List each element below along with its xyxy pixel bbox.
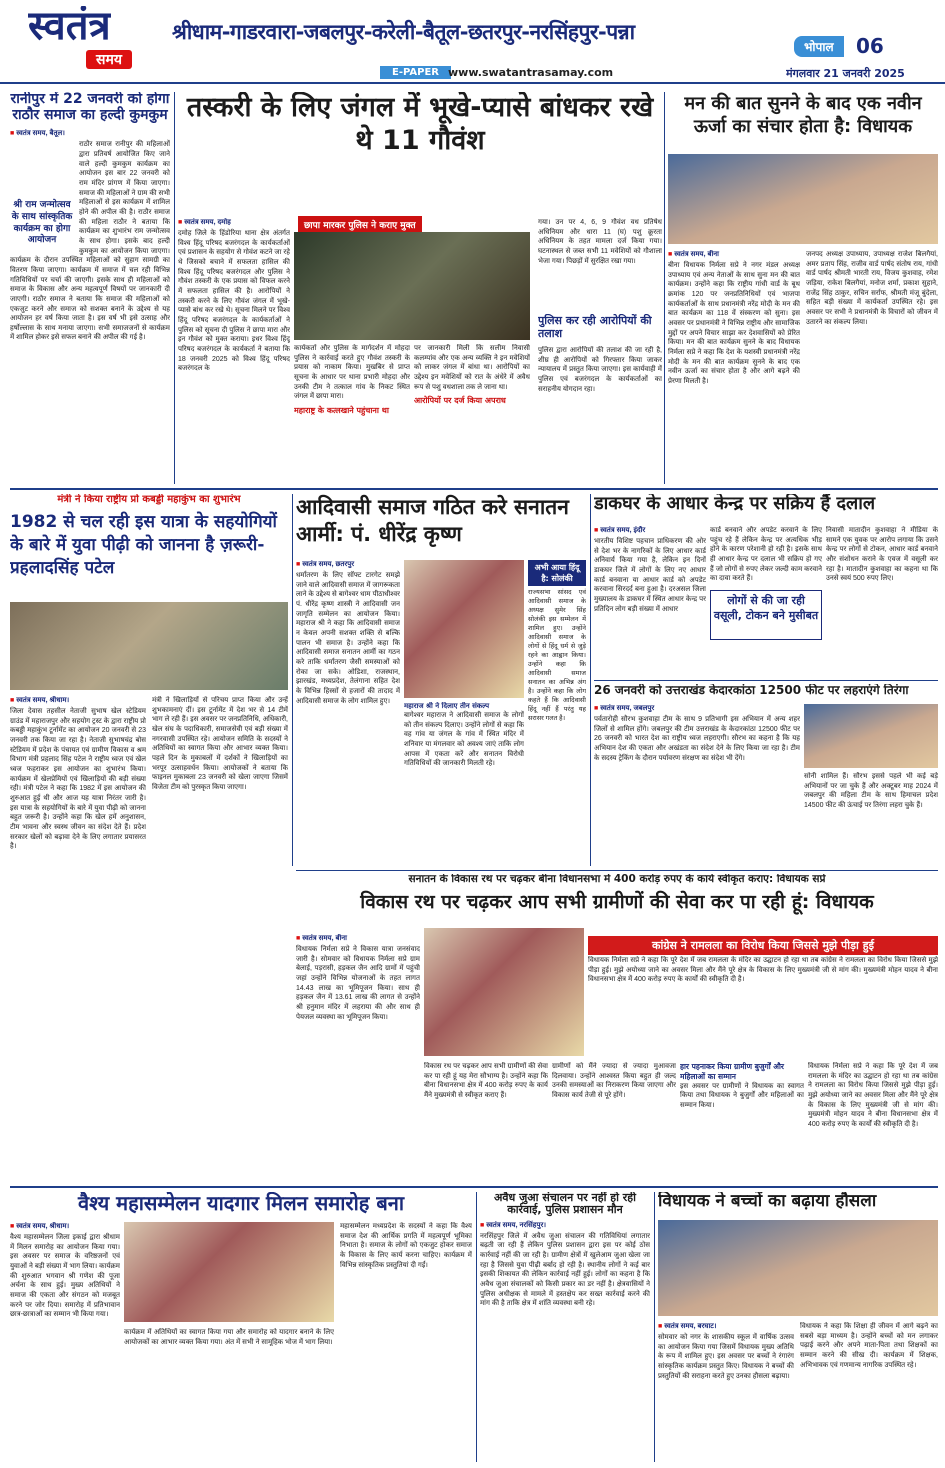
- news-photo: [668, 154, 938, 244]
- section-divider: [296, 870, 938, 871]
- byline: ■ स्वतंत्र समय, श्रीधाम।: [10, 1222, 120, 1231]
- column-divider: [292, 494, 293, 866]
- article-col-3: निवासी मातादीन कुशवाहा ने मीडिया के सामने एक युवक पर आरोप लगाया कि उसने केन्द्र पर लोगों से टोकन, आधार कार्ड बनवाने और संशोधन कराने के एवज में वसूली कर रहा है। मातादीन कुशवाहा का कहना था कि उनसे स्वयं 500 रुपए लिए।: [826, 527, 938, 583]
- news-photo: [10, 602, 288, 690]
- section-divider: [10, 488, 938, 490]
- news-photo: [404, 560, 524, 698]
- website-link[interactable]: www.swatantrasamay.com: [448, 66, 614, 79]
- byline: ■ स्वतंत्र समय, दमोह: [178, 218, 290, 227]
- article-gambling[interactable]: [480, 1192, 650, 1462]
- column-divider: [590, 494, 591, 866]
- article-col-5: हार पहनाकर किया ग्रामीण बुजुर्गों और महिलाओं का सम्मान इस अवसर पर ग्रामीणों ने विधायक का स्वागत किया तथा विधायक ने बुजुर्गों और महिलाओं का सम्मान किया।: [680, 1062, 804, 1109]
- news-photo: [124, 1222, 334, 1322]
- kicker: मंत्री ने किया राष्ट्रीय प्रो कबड्डी महाकुंभ का शुभारंभ: [57, 494, 241, 505]
- byline: ■ स्वतंत्र समय, श्रीधाम।: [10, 696, 146, 705]
- article-col-2: कार्यकर्ता और पुलिस के मार्गदर्शन में मोहदा पुलिस ने कार्रवाई करते हुए गौवंश तस्करी के प्रयास को नाकाम किया। मुखबिर से प्राप्त सूचना के आधार पर थाना प्रभारी मोहदा और उनकी टीम ने तत्काल गांव के निकट स्थित जंगल में छापा मारा। महाराष्ट्र के कत्लखाने पहुंचाना था: [294, 345, 410, 415]
- article-col-1: ■ स्वतंत्र समय, बीना विधायक निर्मला सप्रे ने विकास यात्रा जनसंवाद जारी है। सोमवार को विधायक निर्मला सप्रे ग्राम बेलाई, पड़रासी, हड़कल जैन आदि ग्रामों में पहुंची जहां उन्होंने विभिन्न योजनाओं के तहत लागत 14.43 लाख का भूमिपूजन किया। साथ ही हड़कल जैन में 13.61 लाख की लागत से उन्होंने श्री हनुमान मंदिर में लहराया की और साथ ही पेयजल व्यवस्था का भूमिपूजन किया।: [296, 934, 420, 1182]
- red-banner: कांग्रेस ने रामलला का विरोध किया जिससे मुझे पीड़ा हुई: [588, 936, 938, 955]
- article-col-3: पर जानकारी मिली कि सलीम निवासी कलम्पांव और एक अन्य व्यक्ति ने इन मवेशियों को लाकर जंगल में बांधा था। आरोपियों का उद्देश्य इन मवेशियों को रात के अंधेरे में अवैध रूप से पशु वधशाला तक ले जाना था। आरोपियों पर दर्ज किया अपराध: [414, 345, 530, 406]
- article-kabaddi[interactable]: [10, 494, 288, 1182]
- article-cow-smuggling[interactable]: [178, 92, 662, 484]
- article-col-1: ■ स्वतंत्र समय, दमोह दमोह जिले के हिंडोरिया थाना क्षेत्र अंतर्गत विश्व हिंदू परिषद बजरंगदल के कार्यकर्ताओं एवं प्रशासन के सहयोग से गोवंश कटने जा रहे थे जिसको बचाने में सफलता हासिल की विश्व हिंदू परिषद बजरंगदल और पुलिस ने गौवंश तस्करी के एक प्रयास को विफल करने में सफलता हासिल की है। आरोपियों ने तस्करी करने के लिए गौवंश जंगल में भूखे-प्यासे बांध कर रखे थे। सूचना मिलने पर विश्व हिंदू परिषद बजरंगदल के कार्यकर्ताओं ने पुलिस को सूचना दी पुलिस ने छापा मारा और इन गौवंश को मुक्त कराया। इधर विश्व हिंदू परिषद बजरंगदल के कार्यकर्ता ने बताया कि 18 जनवरी 2025 को विश्व हिंदू परिषद बजरंगदल के: [178, 218, 290, 484]
- city-tag: भोपाल: [794, 36, 844, 57]
- sidebar-quote: अभी आया हिंदू है: सोलंकी राज्यसभा सांसद एवं आदिवासी समाज के अध्यक्ष सुमेर सिंह सोलंकी इस सम्मेलन में शामिल हुए। उन्होंने आदिवासी समाज के लोगों से हिंदू धर्म से जुड़े रहने का आह्वान किया। उन्होंने कहा कि आदिवासी समाज सनातन का अभिन्न अंग है। उन्होंने कहा कि लोग कहते हैं कि आदिवासी हिंदू नहीं हैं परंतु यह सरासर गलत है।: [528, 560, 586, 866]
- article-headline: डाकघर के आधार केन्द्र पर सक्रिय हैं दलाल: [594, 494, 876, 514]
- article-adivasi[interactable]: [296, 494, 586, 866]
- article-col-1: ■ स्वतंत्र समय, छतरपुर धर्मांतरण के लिए सॉफ्ट टारगेट समझे जाने वाले आदिवासी समाज में जागरूकता लाने के उद्देश्य से बागेश्वर धाम पीठाधीश्वर पं. धीरेंद्र कृष्ण शास्त्री ने आदिवासी जन जागृति सम्मेलन का आयोजन किया। महाराज श्री ने कहा कि आदिवासी समाज न केवल अपनी सशक्त शक्ति से बल्कि पालन भी समाज है। उन्होंने कहा कि आदिवासी समाज सनातन आर्मी का गठन करे ताकि धर्मांतरण जैसी समस्याओं को रोका जा सके। ओडिशा, राजस्थान, झारखंड, मध्यप्रदेश, तेलंगाना सहित देश के विभिन्न हिस्सों से हजारों की तादाद में आदिवासी समाज के लोग शामिल हुए।: [296, 560, 400, 866]
- article-col-2: महाराज श्री ने दिलाए तीन संकल्प बागेश्वर महाराज ने आदिवासी समाज के लोगों को तीन संकल्प दिलाए। उन्होंने लोगों से कहा कि वह गांव या जंगल के गांव में स्थित मंदिर में शनिवार या मंगलवार को अवश्य जाएं ताकि लोग आपस में एकता करें और सनातन विरोधी गतिविधियों की जानकारी मिलती रहे।: [404, 702, 524, 768]
- news-photo: [658, 1220, 938, 1316]
- subheading: पुलिस कर रही आरोपियों की तलाश: [538, 314, 652, 341]
- newspaper-logo-sub: समय: [86, 50, 132, 69]
- article-col-6: विधायक निर्मला सप्रे ने कहा कि पूरे देश में जब रामलला के मंदिर का उद्घाटन हो रहा था तब कांग्रेस ने रामलला का विरोध किया जिससे मुझे पीड़ा हुई। मुझे अयोध्या जाने का अवसर मिला और मैंने पूरे क्षेत्र के विकास के लिए मुख्यमंत्री जी से मांग की। मुख्यमंत्री मोहन यादव ने बीना विधानसभा क्षेत्र में 400 करोड़ रुपए के कार्यों की स्वीकृति दी है।: [808, 1063, 938, 1128]
- article-col-1: ■ स्वतंत्र समय, जबलपुर पर्वतारोही सौरभ कुशवाहा टीम के साथ 9 प्रतिभागी इस अभियान में अन्य शहर जिलों से शामिल होंगे। जबलपुर की टीम उत्तराखंड के केदारकांठा 12500 फीट पर 26 जनवरी को भारत देश का राष्ट्रीय ध्वज लहराएगी। सौरभ का कहना है कि यह अभियान देश की एकता और अखंडता का संदेश देने के लिए किया जा रहा है। टीम के सदस्य ट्रेकिंग के दौरान पर्यावरण संरक्षण का संदेश भी देंगे।: [594, 704, 800, 866]
- article-body: ■ स्वतंत्र समय, नरसिंहपुर। नरसिंहपुर जिले में अवैध जुआ संचालन की गतिविधियां लगातार बढ़ती जा रही हैं लेकिन पुलिस प्रशासन द्वारा इस पर कोई ठोस कार्रवाई नहीं की जा रही है। ग्रामीण क्षेत्रों में खुलेआम जुआ खेला जा रहा है जिससे युवा पीढ़ी बर्बाद हो रही है। स्थानीय लोगों ने कई बार इसकी शिकायत की लेकिन कार्रवाई नहीं हुई। लोगों का कहना है कि अवैध जुआ संचालकों को किसी प्रकार का डर नहीं है। क्षेत्रवासियों ने पुलिस अधीक्षक से मामले में हस्तक्षेप कर सख्त कार्रवाई करने की मांग की है ताकि क्षेत्र में शांति व्यवस्था बनी रहे।: [480, 1221, 650, 1309]
- article-vikas-rath[interactable]: [296, 874, 938, 1182]
- article-body: ■ स्वतंत्र समय, बैतूल। श्री राम जन्मोत्सव के साथ सांस्कृतिक कार्यक्रम का होगा आयोजन राठौर समाज रानीपुर की महिलाओं द्वारा प्रतिवर्ष आयोजित किए जाने वाले हल्दी कुमकुम कार्यक्रम का आयोजन इस बार 22 जनवरी को राम मंदिर प्रांगण में किया जाएगा। समाज की महिलाओं ने ग्राम की सभी महिलाओं से इस कार्यक्रम में शामिल होने की अपील की है। राठौर समाज की महिला राठौर ने बताया कि कार्यक्रम का शुभारंभ राम जन्मोत्सव के साथ होगा। इसके बाद हल्दी कुमकुम का आयोजन किया जाएगा। कार्यक्रम के दौरान उपस्थित महिलाओं को सुहाग सामग्री का वितरण किया जाएगा। कार्यक्रम में समाज में चल रही विभिन्न गतिविधियों पर चर्चा की जाएगी। इसके साथ ही महिलाओं को समाज के विकास और अन्य महत्वपूर्ण विषयों पर जानकारी दी जाएगी। राठौर समाज ने बताया कि समाज की महिलाओं को एकजुट करने और समाज को सशक्त बनाने के उद्देश्य से यह आयोजन हर वर्ष किया जाता है। इस वर्ष भी इसे उत्साह और हर्षोल्लास के साथ मनाया जाएगा। सभी समाजजनों से कार्यक्रम में शामिल होकर इसे सफल बनाने की अपील की गई है।: [10, 129, 170, 343]
- article-col-2: विधायक ने कहा कि शिक्षा ही जीवन में आगे बढ़ने का सबसे बड़ा माध्यम है। उन्होंने बच्चों को मन लगाकर पढ़ाई करने और अपने माता-पिता तथा शिक्षकों का सम्मान करने की सीख दी। कार्यक्रम में शिक्षक, अभिभावक एवं गणमान्य नागरिक उपस्थित रहे।: [800, 1323, 938, 1369]
- article-col-5: पुलिस द्वारा आरोपियों की तलाश की जा रही है, शीघ्र ही आरोपियों को गिरफ्तार किया जाकर न्यायालय में प्रस्तुत किया जाएगा। इस कार्यवाही में पुलिस एवं बजरंगदल के कार्यकर्ताओं का सराहनीय योगदान रहा।: [538, 347, 662, 393]
- article-col-2: मंत्री ने खिलाड़ियों से परिचय प्राप्त किया और उन्हें शुभकामनाएं दीं। इस टूर्नामेंट में देश भर से 14 टीमें भाग ले रही हैं। इस अवसर पर जनप्रतिनिधि, अधिकारी, खेल संघ के पदाधिकारी, समाजसेवी एवं बड़ी संख्या में नगरवासी उपस्थित रहे। आयोजन समिति के सदस्यों ने अतिथियों का स्वागत किया और आभार व्यक्त किया। पहले दिन के मुकाबलों में दर्शकों ने खिलाड़ियों का भरपूर उत्साहवर्धन किया। आयोजकों ने बताया कि फाइनल मुकाबला 23 जनवरी को खेला जाएगा जिसमें विजेता टीम को पुरस्कृत किया जाएगा।: [152, 697, 288, 791]
- article-headline: 26 जनवरी को उत्तराखंड केदारकांठा 12500 फीट पर लहराएंगे तिरंगा: [594, 684, 909, 697]
- column-divider: [174, 92, 175, 484]
- article-col-2: जनपद अध्यक्ष उपाध्याय, उपाध्यक्ष राजेश बिलगैयां, अमर प्रताप सिंह, राजीव वार्ड पार्षद संतोष राय, गांधी वार्ड पार्षद श्रीमती भारती राय, विजय कुशवाह, रमेश जड़िया, राकेश बिलगैयां, मनोज शर्मा, प्रकाश सुहाने, राजेंद्र सिंह ठाकुर, सचिन सर्राफ, श्रीमती मंजू बुंदेला, सहित बड़ी संख्या में कार्यकर्ता उपस्थित रहे। इस अवसर पर सभी ने प्रधानमंत्री के विचारों को जीवन में उतारने का संकल्प लिया।: [806, 251, 938, 326]
- article-students[interactable]: [658, 1192, 938, 1462]
- news-photo: [294, 232, 530, 340]
- edition-cities: श्रीधाम-गाडरवारा-जबलपुर-करेली-बैतूल-छतरपुर-नरसिंहपुर-पन्ना: [172, 20, 635, 44]
- byline: ■ स्वतंत्र समय, बीना: [296, 934, 420, 943]
- article-headline: मन की बात सुनने के बाद एक नवीन ऊर्जा का संचार होता है: विधायक: [684, 93, 922, 138]
- article-headline: अवैध जुआ संचालन पर नहीं हो रही कार्रवाई, पुलिस प्रशासन मौन: [494, 1192, 636, 1217]
- page-number: 06: [856, 34, 884, 58]
- byline: ■ स्वतंत्र समय, जबलपुर: [594, 704, 800, 713]
- article-col-2: सोनी शामिल हैं। सौरभ इससे पहले भी कई बड़े अभियानों पर जा चुके हैं और अक्टूबर माह 2024 में जबलपुर की महिला टीम के साथ हिमाचल प्रदेश 14500 फीट की ऊंचाई पर तिरंगा लहरा चुके हैं।: [804, 773, 938, 809]
- article-col-1: ■ स्वतंत्र समय, इंदौर भारतीय विशिष्ट पहचान प्राधिकरण की ओर से देश भर के नागरिकों के लिए आधार कार्ड अनिवार्य किया गया है, लेकिन इन दिनों डाकघर जिले में लोगों के लिए नए आधार कार्ड बनवाना या आधार कार्ड को अपडेट करवाना सिरदर्द बना हुआ है। दरअसल जिला मुख्यालय के डाकघर में स्थित आधार केन्द्र पर प्रतिदिन लोग बड़ी संख्या में आधार: [594, 526, 706, 676]
- article-headline: तस्करी के लिए जंगल में भूखे-प्यासे बांधकर रखे थे 11 गौवंश: [186, 92, 654, 156]
- article-col-1: ■ स्वतंत्र समय, बीना बीना विधायक निर्मला सप्रे ने नगर मंडल अध्यक्ष उपाध्याय एवं अन्य नेताओं के साथ सुना मन की बात कार्यक्रम। उन्होंने कहा कि राष्ट्रीय गांधी वार्ड के बूथ क्रमांक 120 पर जनप्रतिनिधियों एवं भाजपा कार्यकर्ताओं के साथ प्रधानमंत्री नरेंद्र मोदी के मन की बात कार्यक्रम का 118 वें संस्करण को सुना। इस अवसर पर प्रधानमंत्री ने विभिन्न राष्ट्रीय और सामाजिक मुद्दों पर अपने विचार साझा कर देशवासियों को प्रेरित किया। मन की बात कार्यक्रम सुनने के बाद विधायक निर्मला सप्रे ने कहा कि देश के यशस्वी प्रधानमंत्री नरेंद्र मोदी के मन की बात कार्यक्रम सुनने के बाद एक नवीन ऊर्जा का संचार होता है और आगे बढ़ने की प्रेरणा मिलती है।: [668, 250, 800, 484]
- article-headline: आदिवासी समाज गठित करे सनातन आर्मी: पं. धीरेंद्र कृष्ण: [296, 495, 569, 547]
- photo-caption: छापा मारकर पुलिस ने कराए मुक्त: [298, 216, 422, 233]
- byline: ■ स्वतंत्र समय, नरसिंहपुर।: [480, 1221, 650, 1230]
- section-divider: [594, 680, 938, 681]
- kicker: सनातन के विकास रथ पर चढ़कर बीना विधानसभा में 400 करोड़ रुपए के कार्य स्वीकृत कराए: विधायक सप्रे: [408, 874, 826, 885]
- article-kedarkantha[interactable]: [594, 684, 938, 866]
- pull-quote: श्री राम जन्मोत्सव के साथ सांस्कृतिक कार्यक्रम का होगा आयोजन: [11, 200, 73, 246]
- byline: ■ स्वतंत्र समय, बरघाट।: [658, 1322, 794, 1331]
- column-divider: [654, 1192, 655, 1462]
- highlight-box: लोगों से की जा रही वसूली, टोकन बने मुसीबत: [710, 590, 822, 640]
- article-mann-ki-baat[interactable]: [668, 92, 938, 484]
- newspaper-logo[interactable]: स्वतंत्र: [28, 6, 111, 46]
- article-post-office[interactable]: [594, 494, 938, 676]
- article-headline: रानीपुर में 22 जनवरी को होगा राठौर समाज का हल्दी कुमकुम: [10, 92, 170, 123]
- issue-date: मंगलवार 21 जनवरी 2025: [786, 67, 905, 80]
- news-photo: [804, 704, 938, 768]
- epaper-badge: E-PAPER: [380, 66, 451, 79]
- article-col-4: गया। उन पर 4, 6, 9 गौवंश वध प्रतिषेध अधिनियम और धारा 11 (घ) पशु क्रूरता अधिनियम के तहत मामला दर्ज किया गया। घटनास्थल से जब्त सभी 11 मवेशियों को गौशाला भेजा गया। पिछड़ों में सुरक्षित रखा गया।: [538, 219, 662, 265]
- article-headline: विधायक ने बच्चों का बढ़ाया हौसला: [658, 1192, 877, 1211]
- article-col-1: ■ स्वतंत्र समय, श्रीधाम। जिला देवास तहसील नेताजी सुभाष खेल स्टेडियम ग्राउंड में महाराजपुर और सहयोग ट्रस्ट के द्वारा राष्ट्रीय प्रो कबड्डी महाकुंभ टूर्नामेंट का आयोजन 20 जनवरी से 23 जनवरी तक किया जा रहा है। नेताजी सुभाषचंद्र बोस स्टेडियम में प्रदेश के पंचायत एवं ग्रामीण विकास व श्रम विभाग मंत्री प्रहलाद सिंह पटेल ने राष्ट्रीय ध्वज एवं खेल ध्वज फहराकर इस आयोजन का शुभारंभ किया। कार्यक्रम में खेलप्रेमियों एवं खिलाड़ियों की बड़ी संख्या रही। मंत्री पटेल ने कहा कि 1982 में इस आयोजन की शुरुआत हुई थी और आज यह यात्रा निरंतर जारी है। इस यात्रा के सहयोगियों के बारे में युवा पीढ़ी को जानना बहुत जरूरी है। उन्होंने कहा कि खेल हमें अनुशासन, टीम भावना और स्वस्थ जीवन का संदेश देते हैं। प्रदेश सरकार खेलों को बढ़ावा देने के लिए लगातार प्रयासरत है।: [10, 696, 146, 1182]
- section-divider: [10, 1186, 938, 1188]
- news-photo: [424, 928, 584, 1056]
- byline: ■ स्वतंत्र समय, बीना: [668, 250, 800, 259]
- byline: ■ स्वतंत्र समय, इंदौर: [594, 526, 706, 535]
- column-divider: [476, 1192, 477, 1462]
- byline: ■ स्वतंत्र समय, बैतूल।: [10, 129, 170, 138]
- article-col-2: कार्यक्रम में अतिथियों का स्वागत किया गया और समारोह को यादगार बनाने के लिए आयोजकों का आभार व्यक्त किया गया। अंत में सभी ने सामूहिक भोज में भाग लिया।: [124, 1329, 334, 1346]
- article-headline: विकास रथ पर चढ़कर आप सभी ग्रामीणों की सेवा कर पा रही हूं: विधायक: [360, 890, 874, 913]
- article-col-2: कार्ड बनवाने और अपडेट करवाने के लिए पहुंच रहे हैं लेकिन केन्द्र पर अत्यधिक भीड़ होने के कारण परेशानी हो रही है। इसके साथ ही आधार केन्द्र पर दलाल भी सक्रिय हो गए हैं जो लोगों से रुपए लेकर जल्दी काम करवाने का दावा करते हैं।: [710, 527, 822, 583]
- article-col-4: विधायक निर्मला सप्रे ने कहा कि पूरे देश में जब रामलला के मंदिर का उद्घाटन हो रहा था तब कांग्रेस ने रामलला का विरोध किया जिससे मुझे पीड़ा हुई। मुझे अयोध्या जाने का अवसर मिला और मैंने पूरे क्षेत्र के विकास के लिए मुख्यमंत्री जी से मांग की। मुख्यमंत्री मोहन यादव ने बीना विधानसभा क्षेत्र में 400 करोड़ रुपए के कार्यों की स्वीकृति दी है।: [588, 957, 938, 984]
- article-col-1: ■ स्वतंत्र समय, बरघाट। सोमवार को नगर के शासकीय स्कूल में वार्षिक उत्सव का आयोजन किया गया जिसमें विधायक मुख्य अतिथि के रूप में शामिल हुए। इस अवसर पर बच्चों ने रंगारंग सांस्कृतिक कार्यक्रम प्रस्तुत किए। विधायक ने बच्चों की प्रस्तुतियों की सराहना करते हुए उनका हौसला बढ़ाया।: [658, 1322, 794, 1462]
- article-col-2: विकास रथ पर चढ़कर आप सभी ग्रामीणों की सेवा कर पा रही हूं यह मेरा सौभाग्य है। उन्होंने कहा कि बीना विधानसभा क्षेत्र में 400 करोड़ रुपए के कार्य मैंने मुख्यमंत्री से स्वीकृत कराए हैं।: [424, 1063, 548, 1099]
- article-headline: वैश्य महासम्मेलन यादगार मिलन समारोह बना: [77, 1192, 405, 1215]
- article-col-1: ■ स्वतंत्र समय, श्रीधाम। वैश्य महासम्मेलन जिला इकाई द्वारा श्रीधाम में मिलन समारोह का आयोजन किया गया। इस अवसर पर समाज के वरिष्ठजनों एवं युवाओं ने बड़ी संख्या में भाग लिया। कार्यक्रम की शुरुआत भगवान श्री गणेश की पूजा अर्चना के साथ हुई। मुख्य अतिथियों ने समाज की एकता और संगठन को मजबूत करने पर जोर दिया। समारोह में प्रतिभावान छात्र-छात्राओं का सम्मान भी किया गया।: [10, 1222, 120, 1462]
- byline: ■ स्वतंत्र समय, छतरपुर: [296, 560, 400, 569]
- article-ranipur[interactable]: [10, 92, 170, 484]
- article-headline: 1982 से चल रही इस यात्रा के सहयोगियों के बारे में युवा पीढ़ी को जानना है ज़रूरी-प्रहलादसिंह पटेल: [10, 512, 277, 578]
- masthead: [0, 0, 945, 84]
- article-col-3: महासम्मेलन मध्यप्रदेश के सदस्यों ने कहा कि वैश्य समाज देश की आर्थिक प्रगति में महत्वपूर्ण भूमिका निभाता है। समाज के लोगों को एकजुट होकर समाज के विकास के लिए कार्य करना चाहिए। कार्यक्रम में विभिन्न सांस्कृतिक प्रस्तुतियां दी गईं।: [340, 1223, 472, 1269]
- article-vaishya[interactable]: [10, 1192, 472, 1462]
- column-divider: [664, 92, 665, 484]
- article-col-3: ग्रामीणों को मैंने ज्यादा से ज्यादा मुआवजा दिलवाया। उन्होंने आश्वस्त किया बहुत ही जल्द उनकी समस्याओं का निराकरण किया जाएगा और विकास कार्य तेजी से पूरे होंगे।: [552, 1063, 676, 1099]
